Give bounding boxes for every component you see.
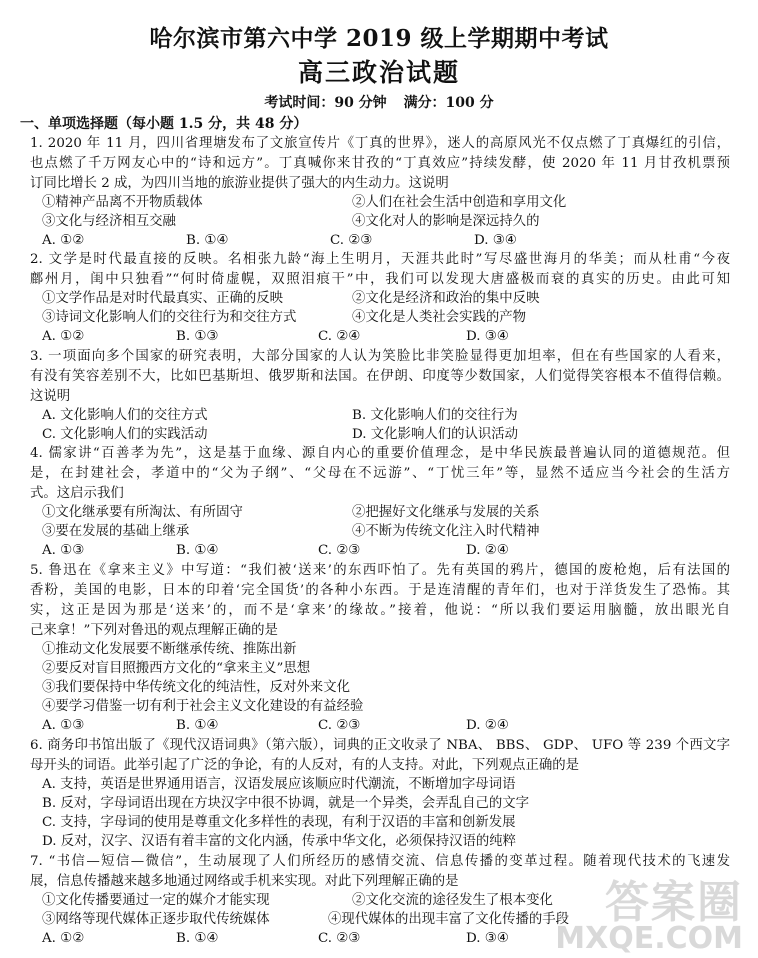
exam-title: 哈尔滨市第六中学 2019 级上学期期中考试 — [149, 25, 609, 52]
statement: ③要在发展的基础上继承 — [42, 524, 190, 539]
statement: ④不断为传统文化注入时代精神 — [352, 524, 540, 539]
option: B. ①④ — [186, 233, 229, 248]
option: C. ②③ — [318, 931, 361, 946]
question-line: 展，信息传播越来越多地通过网络或手机来实现。对此下列理解正确的是 — [30, 874, 459, 889]
option: B. ①④ — [176, 718, 219, 733]
option: C. ②③ — [318, 718, 361, 733]
option: A. ①② — [42, 329, 85, 344]
question-line: 式。这启示我们 — [30, 486, 124, 501]
option: D. ③④ — [466, 329, 509, 344]
question-line: 3. 一项面向多个国家的研究表明，大部分国家的人认为笑脸比非笑脸显得更加坦率，但在有些国家的人看来， — [30, 349, 730, 364]
statement: ①文学作品是对时代最真实、正确的反映 — [42, 291, 284, 306]
option: A. 支持，英语是世界通用语言，汉语发展应该顺应时代潮流，不断增加字母词语 — [42, 777, 516, 792]
exam-score: 满分：100 分 — [403, 95, 494, 111]
exam-meta — [0, 92, 758, 112]
statement: ②人们在社会生活中创造和享用文化 — [352, 195, 567, 210]
question-line: 7. “书信—短信—微信”，生动展现了人们所经历的感情交流、信息传播的变革过程。随着现代技术的飞速发 — [30, 854, 730, 869]
statement: ②文化交流的途径发生了根本变化 — [352, 893, 553, 908]
statement: ③文化与经济相互交融 — [42, 214, 176, 229]
option: A. ①③ — [42, 718, 85, 733]
question-line: 4. 儒家讲“百善孝为先”，这是基于血缘、源自内心的重要价值理念，是中华民族最普遍认同的道德规范。但 — [30, 446, 730, 461]
option: D. ③④ — [474, 233, 517, 248]
question-line: 鄜州月，闺中只独看”“何时倚虚幌，双照泪痕干”中，我们可以发现大唐盛极而衰的真实的历史。由此可知 — [30, 272, 730, 287]
option: D. 反对，汉字、汉语有着丰富的文化内涵，传承中华文化，必须保持汉语的纯粹 — [42, 834, 517, 849]
statement: ①文化传播要通过一定的媒介才能实现 — [42, 893, 270, 908]
statement: ①精神产品离不开物质载体 — [42, 195, 203, 210]
watermark-url: MXQE.COM — [555, 921, 743, 956]
question-line: 实，这正是因为那是‘送来’的，而不是‘拿来’的缘故。”接着，他说：“所以我们要运用脑髓，放出眼光自 — [30, 603, 730, 618]
option: D. ②④ — [466, 718, 509, 733]
question-line: 己来拿！”下列对鲁迅的观点理解正确的是 — [30, 623, 278, 638]
question-line: 2. 文学是时代最直接的反映。名相张九龄“海上生明月，天涯共此时”写尽盛世海月的华美；而从杜甫“今夜 — [30, 252, 730, 267]
statement: ④文化对人的影响是深远持久的 — [352, 214, 540, 229]
statement: ①文化继承要有所淘汰、有所固守 — [42, 505, 243, 520]
question-line: 有没有笑容差别不大，比如巴基斯坦、俄罗斯和法国。在伊朗、印度等少数国家，人们觉得笑容根本不值得信赖。 — [30, 369, 730, 384]
question-line: 母开头的词语。此举引起了广泛的争论，有的人反对，有的人支持。对此，下列观点正确的是 — [30, 758, 580, 773]
watermark — [555, 866, 748, 956]
option: C. ②④ — [318, 329, 361, 344]
option: B. 文化影响人们的交往行为 — [352, 408, 518, 423]
option: B. ①④ — [176, 931, 219, 946]
statement: ①推动文化发展要不断继承传统、推陈出新 — [42, 642, 297, 657]
question-line: 香粉，美国的电影，日本的印着‘完全国货’的各种小东西。于是连清醒的青年们，也对于洋货发生了恐怖。其 — [30, 583, 730, 598]
option: C. ②③ — [318, 543, 361, 558]
question-line: 1. 2020 年 11 月，四川省理塘发布了文旅宣传片《丁真的世界》，迷人的高原风光不仅点燃了丁真爆红的引信， — [30, 136, 730, 151]
option: D. 文化影响人们的认识活动 — [352, 427, 519, 442]
section-heading: 一、单项选择题（每小题 1.5 分，共 48 分） — [20, 116, 308, 132]
statement: ②把握好文化继承与发展的关系 — [352, 505, 540, 520]
option: A. ①③ — [42, 543, 85, 558]
statement: ②文化是经济和政治的集中反映 — [352, 291, 540, 306]
exam-time: 考试时间：90 分钟 — [264, 95, 387, 111]
option: A. ①② — [42, 931, 85, 946]
watermark-text: 答案圈 — [605, 877, 743, 928]
statement: ④现代媒体的出现丰富了文化传播的手段 — [328, 912, 570, 927]
question-line: 6. 商务印书馆出版了《现代汉语词典》（第六版），词典的正文收录了 NBA、 BBS、 GDP、 UFO 等 239 个西文字 — [30, 738, 730, 753]
statement: ④文化是人类社会实践的产物 — [352, 310, 527, 325]
option: B. ①③ — [176, 329, 219, 344]
option: C. 支持，字母词的使用是尊重文化多样性的表现，有利于汉语的丰富和创新发展 — [42, 815, 516, 830]
option: A. ①② — [42, 233, 85, 248]
question-line: 这说明 — [30, 389, 71, 404]
option: B. ①④ — [176, 543, 219, 558]
option: C. 文化影响人们的实践活动 — [42, 427, 208, 442]
question-line: 5. 鲁迅在《拿来主义》中写道：“我们被‘送来’的东西吓怕了。先有英国的鸦片，德国的废枪炮，后有法国的 — [30, 563, 730, 578]
statement: ③网络等现代媒体正逐步取代传统媒体 — [42, 912, 270, 927]
option: A. 文化影响人们的交往方式 — [42, 408, 208, 423]
statement: ④要学习借鉴一切有利于社会主义文化建设的有益经验 — [42, 699, 364, 714]
question-line: 是，在封建社会，孝道中的“父为子纲”、“父母在不远游”、“丁忧三年”等，显然不适应当今社会的生活方 — [30, 466, 730, 481]
question-line: 也点燃了千万网友心中的“诗和远方”。丁真喊你来甘孜的“丁真效应”持续发酵，使 2020 年 11 月甘孜机票预 — [30, 156, 730, 171]
option: D. ③④ — [466, 931, 509, 946]
option: C. ②③ — [330, 233, 373, 248]
statement: ②要反对盲目照搬西方文化的“拿来主义”思想 — [42, 661, 311, 676]
statement: ③诗词文化影响人们的交往行为和交往方式 — [42, 310, 297, 325]
option: B. 反对，字母词语出现在方块汉字中很不协调，就是一个异类，会弄乱自己的文字 — [42, 796, 530, 811]
question-line: 订同比增长 2 成，为四川当地的旅游业提供了强大的内生动力。这说明 — [30, 176, 449, 191]
exam-subtitle: 高三政治试题 — [297, 58, 460, 87]
option: D. ②④ — [466, 543, 509, 558]
statement: ③我们要保持中华传统文化的纯洁性，反对外来文化 — [42, 680, 350, 695]
